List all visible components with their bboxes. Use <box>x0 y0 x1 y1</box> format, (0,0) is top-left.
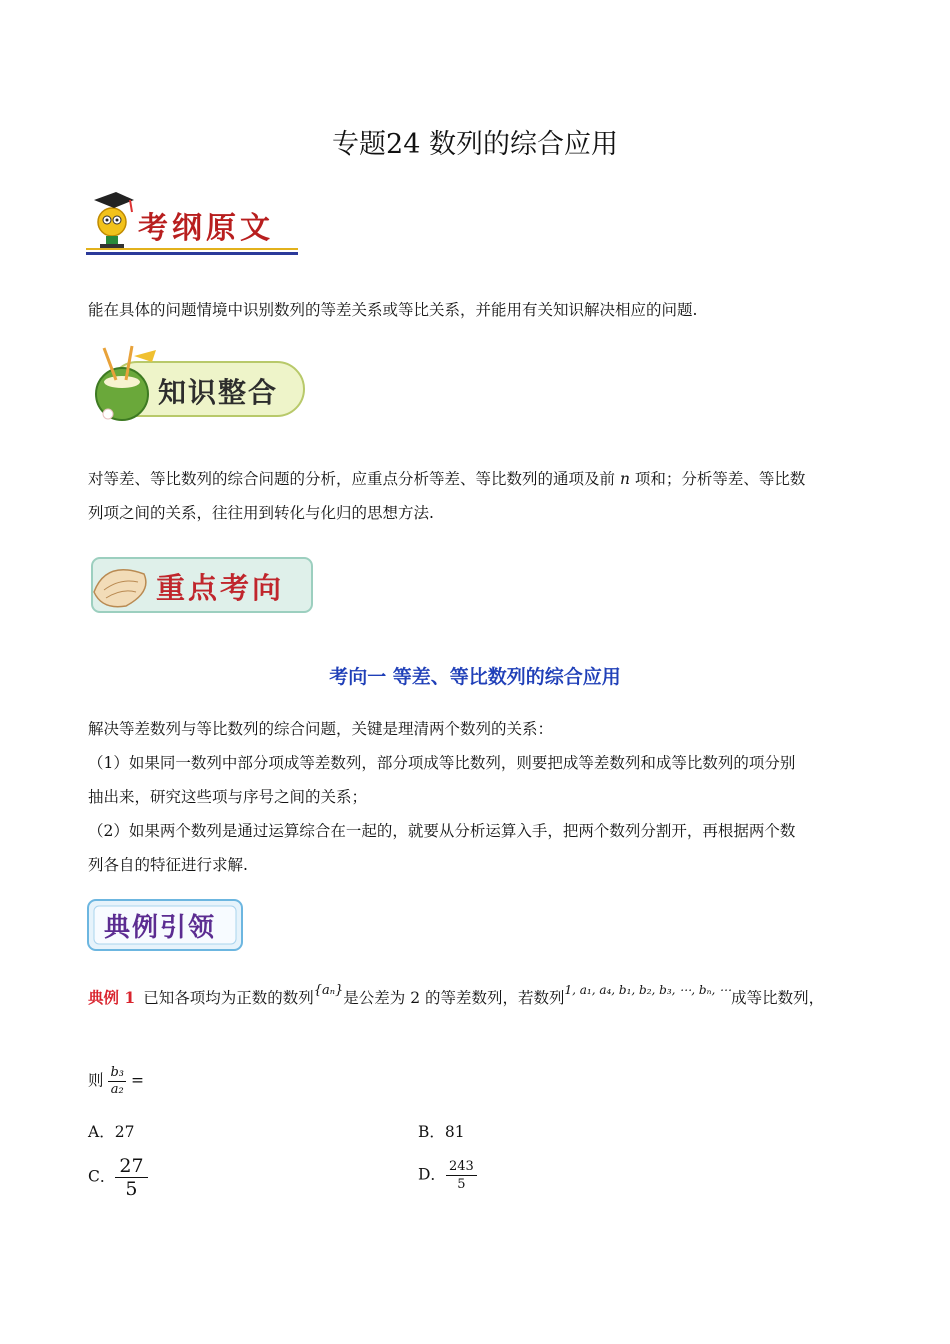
method-point-2-line-2: 列各自的特征进行求解. <box>88 856 248 874</box>
banner-zhishi <box>86 344 308 428</box>
method-intro: 解决等差数列与等比数列的综合问题，关键是理清两个数列的关系： <box>88 720 554 738</box>
banner-zhongdian <box>86 552 316 618</box>
ratio-fraction: $\frac{\text{b₃}}{\text{a₂}}$ <box>110 1065 124 1097</box>
method-paragraph <box>88 712 864 882</box>
sequence-set-notation: {aₙ} <box>313 983 344 998</box>
option-d[interactable]: D． $\frac{243}{5}$ <box>418 1158 477 1193</box>
example-question: 则 $\frac{\text{b₃}}{\text{a₂}}$ = <box>88 1065 144 1097</box>
kaogang-text: 能在具体的问题情境中识别数列的等差关系或等比关系，并能用有关知识解决相应的问题. <box>88 301 698 319</box>
geometric-sequence-terms: 1, a₁, a₄, b₁, b₂, b₃, ⋯, bₙ, ⋯ <box>564 983 732 997</box>
option-d-fraction: $\frac{243}{5}$ <box>446 1158 477 1193</box>
banner-dianli <box>86 898 246 954</box>
example-1 <box>88 983 825 1008</box>
kaogang-paragraph <box>88 293 864 327</box>
banner-zhishi-label: 知识整合 <box>158 376 279 409</box>
graduate-mascot-icon <box>94 192 134 248</box>
method-point-1-line-1: （1）如果同一数列中部分项成等差数列，部分项成等比数列，则要把成等差数列和成等比数列的项分别 <box>88 754 796 772</box>
zhishi-line-1: 对等差、等比数列的综合问题的分析，应重点分析等差、等比数列的通项及前 n 项和；分析等差、等比数 <box>88 470 806 488</box>
example-text-b: 是公差为 2 的等差数列，若数列 <box>343 989 565 1007</box>
method-point-1-line-2: 抽出来，研究这些项与序号之间的关系； <box>88 788 368 806</box>
option-c[interactable]: C． $\frac{27}{5}$ <box>88 1155 148 1200</box>
banner-dianli-label: 典例引领 <box>104 913 217 943</box>
zhishi-paragraph <box>88 462 864 530</box>
banner-zhongdian-label: 重点考向 <box>156 571 285 605</box>
banner-kaogang-label: 考纲原文 <box>138 211 274 246</box>
example-text-c: 成等比数列， <box>731 989 825 1007</box>
option-b[interactable]: B．81 <box>418 1123 465 1141</box>
section-subheading: 考向一 等差、等比数列的综合应用 <box>329 666 621 688</box>
method-point-2-line-1: （2）如果两个数列是通过运算综合在一起的，就要从分析运算入手，把两个数列分割开，再根据两个数 <box>88 822 796 840</box>
page-title: 专题24 数列的综合应用 <box>332 129 618 160</box>
example-text-a: 已知各项均为正数的数列 <box>143 989 314 1007</box>
banner-kaogang <box>86 186 300 258</box>
zhishi-line-2: 列项之间的关系，往往用到转化与化归的思想方法. <box>88 504 434 522</box>
option-a[interactable]: A．27 <box>88 1123 135 1141</box>
example-label: 典例 1 <box>88 988 136 1007</box>
option-c-fraction: $\frac{27}{5}$ <box>115 1155 147 1200</box>
